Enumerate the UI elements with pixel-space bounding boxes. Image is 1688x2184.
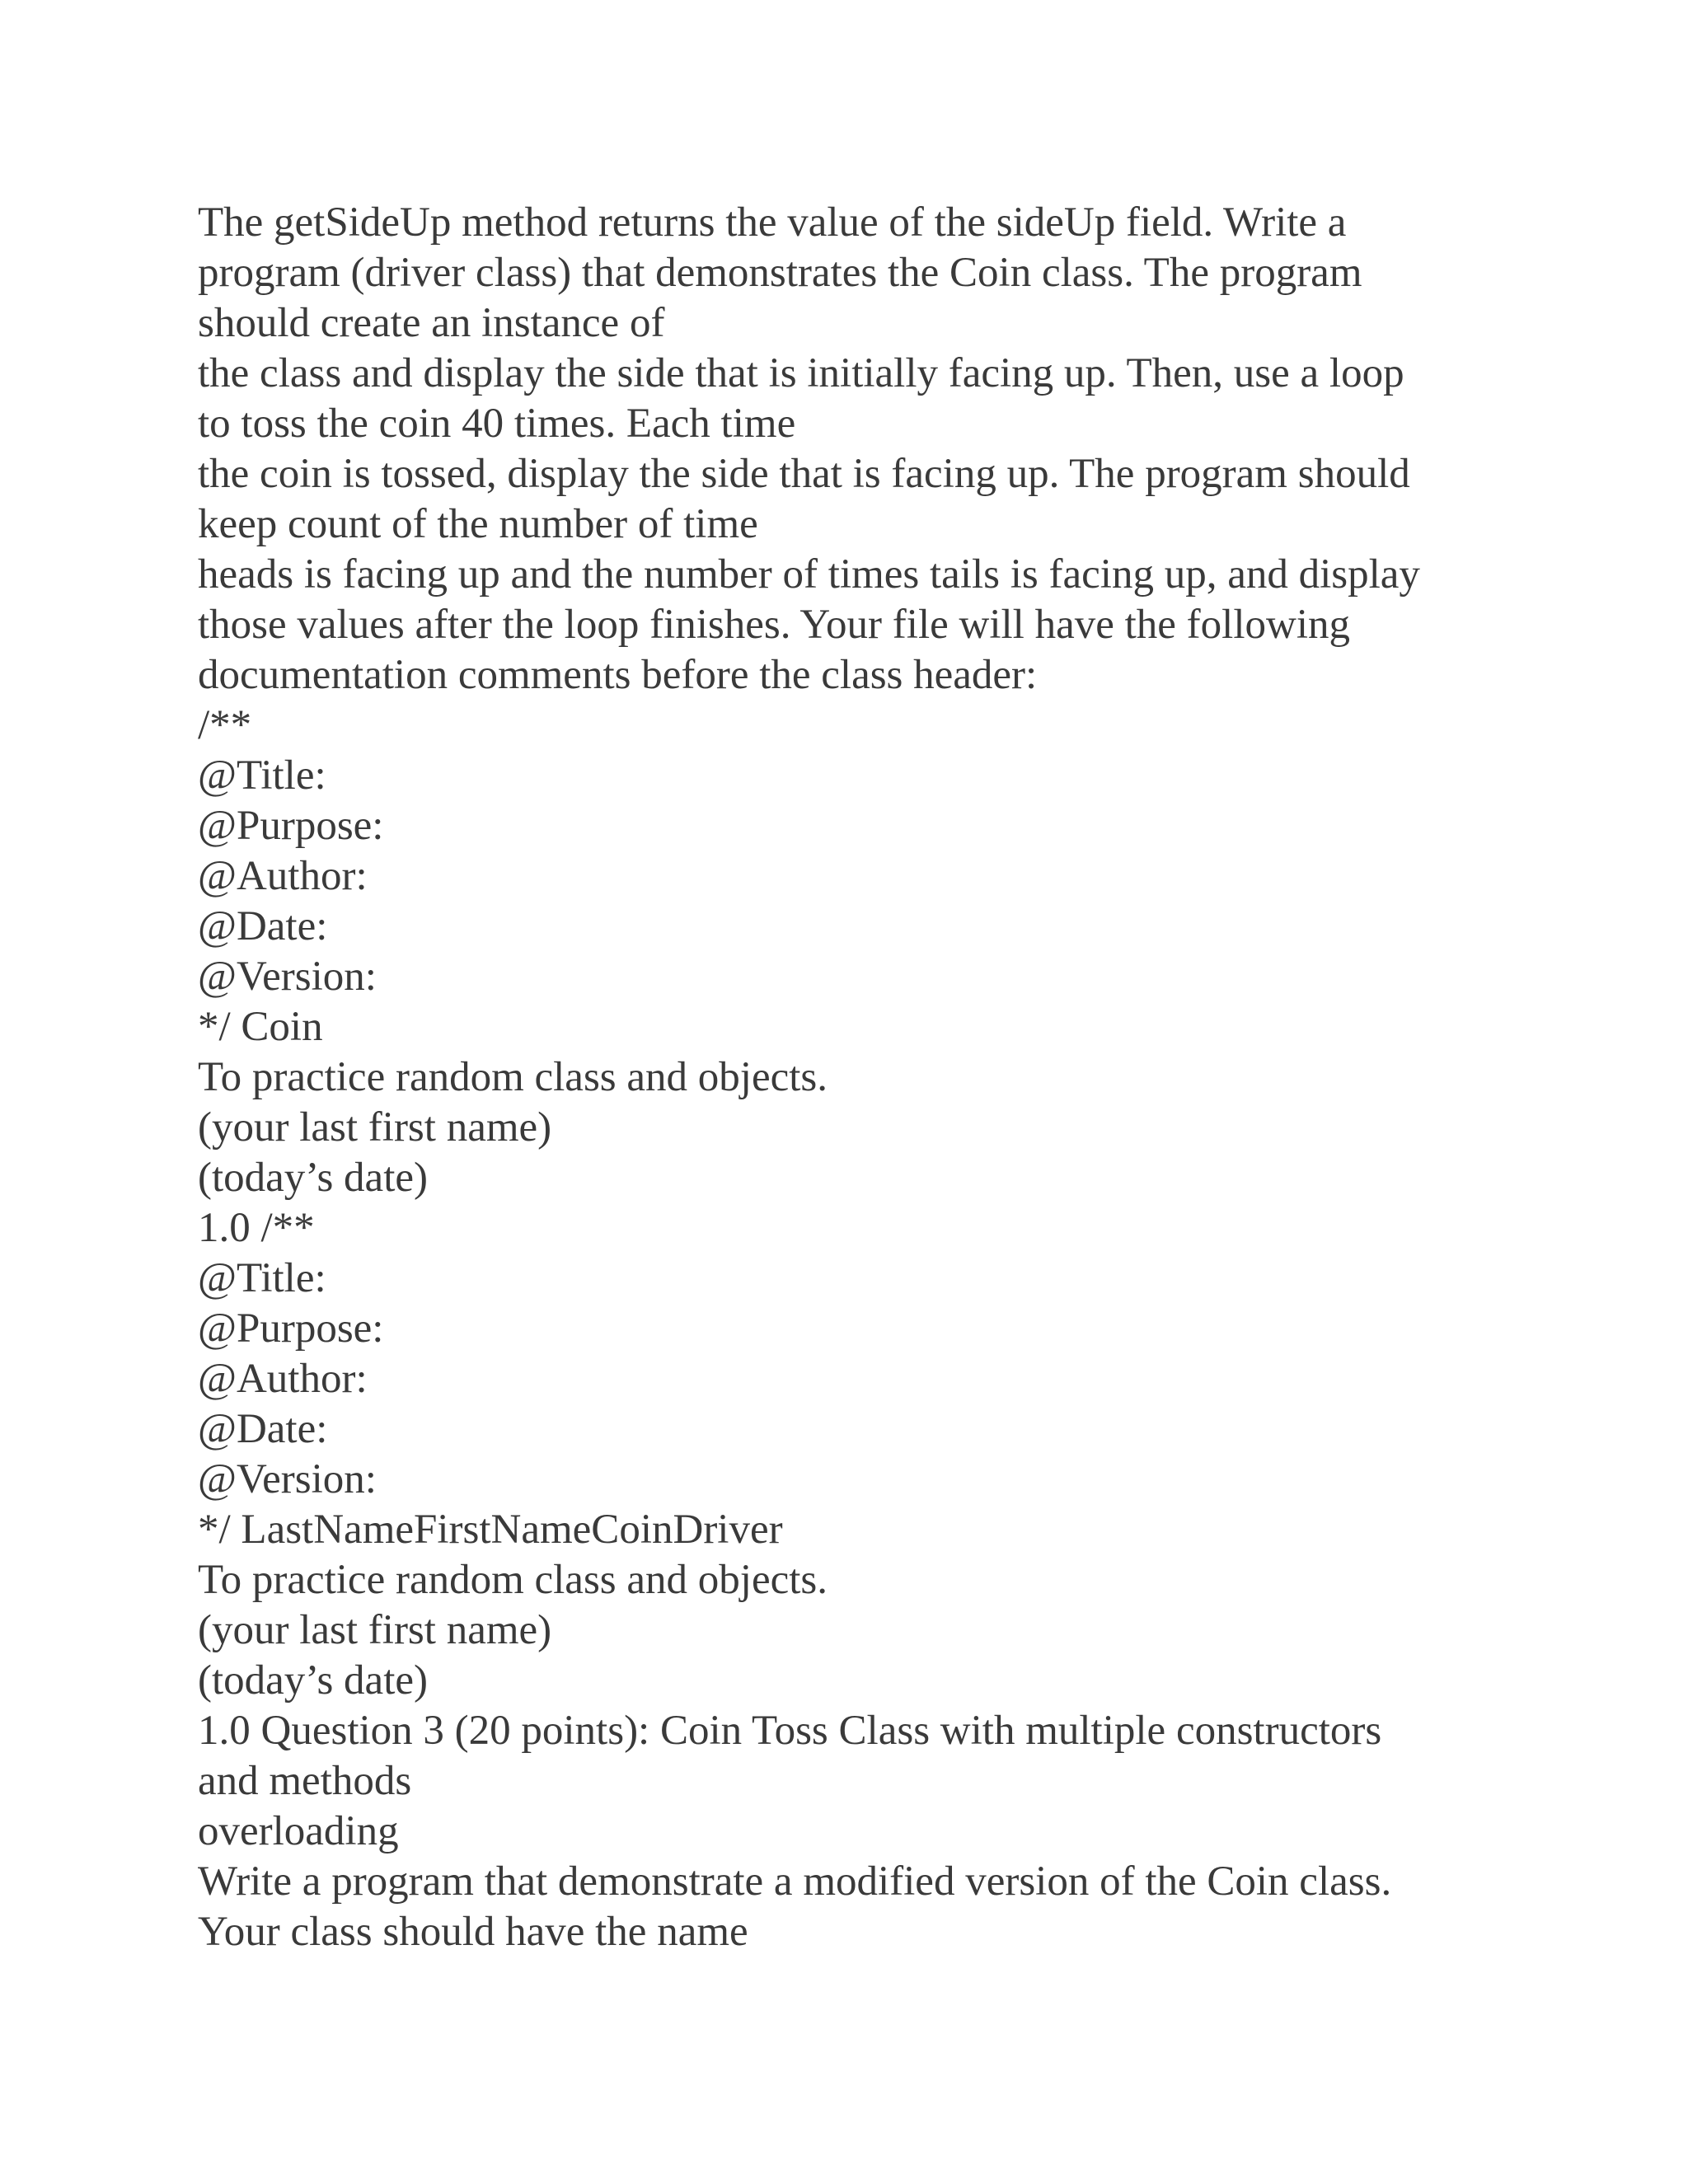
doc-comment-open: 1.0 /** xyxy=(198,1205,315,1251)
text-line: (your last first name) xyxy=(198,1607,552,1653)
doc-comment-close: */ Coin xyxy=(198,1004,323,1050)
doc-tag-purpose: @Purpose: xyxy=(198,803,384,849)
doc-tag-author: @Author: xyxy=(198,1356,368,1402)
doc-tag-author: @Author: xyxy=(198,853,368,899)
text-line: the coin is tossed, display the side that is facing up. The program should xyxy=(198,451,1410,497)
text-line: documentation comments before the class header: xyxy=(198,652,1038,698)
doc-tag-title: @Title: xyxy=(198,1255,326,1301)
doc-comment-close: */ LastNameFirstNameCoinDriver xyxy=(198,1507,783,1553)
doc-tag-title: @Title: xyxy=(198,752,326,799)
text-line: keep count of the number of time xyxy=(198,501,758,547)
text-line: (today’s date) xyxy=(198,1657,428,1704)
text-line: (today’s date) xyxy=(198,1155,428,1201)
text-line: heads is facing up and the number of times tails is facing up, and display xyxy=(198,551,1420,598)
text-line: To practice random class and objects. xyxy=(198,1054,828,1100)
text-line: Your class should have the name xyxy=(198,1909,748,1955)
doc-tag-version: @Version: xyxy=(198,954,377,1000)
text-line: those values after the loop finishes. Your file will have the following xyxy=(198,602,1350,648)
text-line: Write a program that demonstrate a modified version of the Coin class. xyxy=(198,1858,1392,1905)
text-line: The getSideUp method returns the value of the sideUp field. Write a xyxy=(198,199,1347,246)
doc-tag-date: @Date: xyxy=(198,903,328,949)
text-line: program (driver class) that demonstrates the Coin class. The program xyxy=(198,250,1362,296)
text-line: the class and display the side that is initially facing up. Then, use a loop xyxy=(198,350,1404,396)
question-heading: and methods xyxy=(198,1758,412,1804)
text-line: To practice random class and objects. xyxy=(198,1557,828,1603)
doc-tag-purpose: @Purpose: xyxy=(198,1305,384,1352)
document-body xyxy=(198,198,1500,1957)
text-line: (your last first name) xyxy=(198,1104,552,1151)
doc-tag-date: @Date: xyxy=(198,1406,328,1452)
question-heading: 1.0 Question 3 (20 points): Coin Toss Class with multiple constructors xyxy=(198,1708,1382,1754)
doc-comment-open: /** xyxy=(198,702,252,748)
text-line: to toss the coin 40 times. Each time xyxy=(198,401,796,447)
doc-tag-version: @Version: xyxy=(198,1456,377,1502)
question-heading: overloading xyxy=(198,1808,399,1854)
text-line: should create an instance of xyxy=(198,300,665,346)
